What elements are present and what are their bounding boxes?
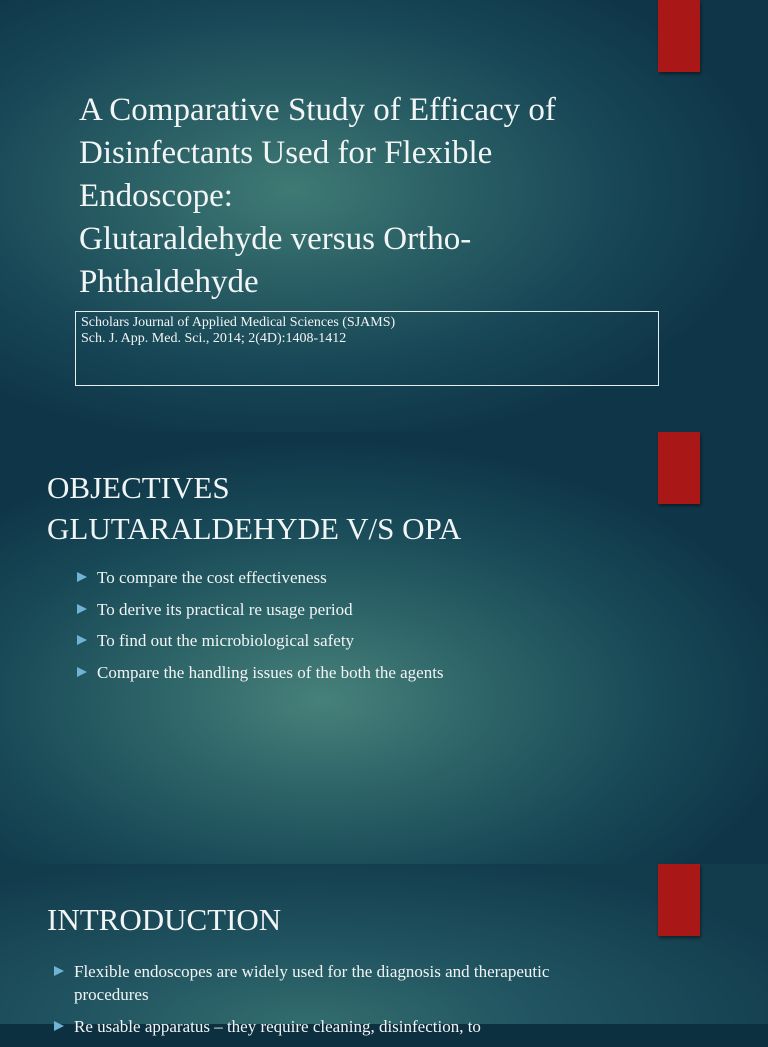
arrow-bullet-icon <box>54 966 64 976</box>
arrow-bullet-icon <box>77 667 87 677</box>
paper-title <box>79 89 639 304</box>
slide-title <box>0 0 768 432</box>
red-accent-tab <box>658 864 700 936</box>
bullet-text: To compare the cost effectiveness <box>97 568 327 587</box>
introduction-heading: INTRODUCTION <box>47 902 282 937</box>
journal-reference: Sch. J. App. Med. Sci., 2014; 2(4D):1408-1412 <box>81 331 347 346</box>
objectives-heading <box>47 467 461 549</box>
arrow-bullet-icon <box>54 1021 64 1031</box>
heading-line: GLUTARALDEHYDE V/S OPA <box>47 511 462 546</box>
bullet-text: Compare the handling issues of the both the agents <box>97 662 444 682</box>
introduction-list <box>54 960 554 1047</box>
list-item <box>54 960 554 1006</box>
bullet-text: Flexible endoscopes are widely used for the diagnosis and therapeutic procedures <box>74 962 550 1004</box>
list-item <box>77 567 637 599</box>
title-line: A Comparative Study of Efficacy of <box>79 92 556 128</box>
objectives-list <box>77 567 637 693</box>
bullet-text: To derive its practical re usage period <box>97 599 353 619</box>
red-accent-tab <box>658 432 700 504</box>
list-item <box>54 1015 554 1038</box>
list-item <box>77 662 637 694</box>
title-line: Disinfectants Used for Flexible <box>79 135 493 171</box>
list-item <box>77 599 637 631</box>
heading-line: OBJECTIVES <box>47 470 230 505</box>
title-line: Endoscope: <box>79 178 233 214</box>
journal-name: Scholars Journal of Applied Medical Sciences (SJAMS) <box>81 315 396 330</box>
arrow-bullet-icon <box>77 572 87 582</box>
slide-introduction <box>0 864 768 1036</box>
arrow-bullet-icon <box>77 635 87 645</box>
list-item <box>77 630 637 662</box>
bullet-text: Re usable apparatus – they require cleaning, disinfection, to <box>74 1017 481 1036</box>
bullet-text: To find out the microbiological safety <box>97 631 355 650</box>
title-line: Glutaraldehyde versus Ortho- <box>79 221 472 257</box>
red-accent-tab <box>658 0 700 72</box>
arrow-bullet-icon <box>77 604 87 614</box>
title-line: Phthaldehyde <box>79 264 259 300</box>
citation-box <box>75 311 659 386</box>
slide-objectives <box>0 432 768 864</box>
